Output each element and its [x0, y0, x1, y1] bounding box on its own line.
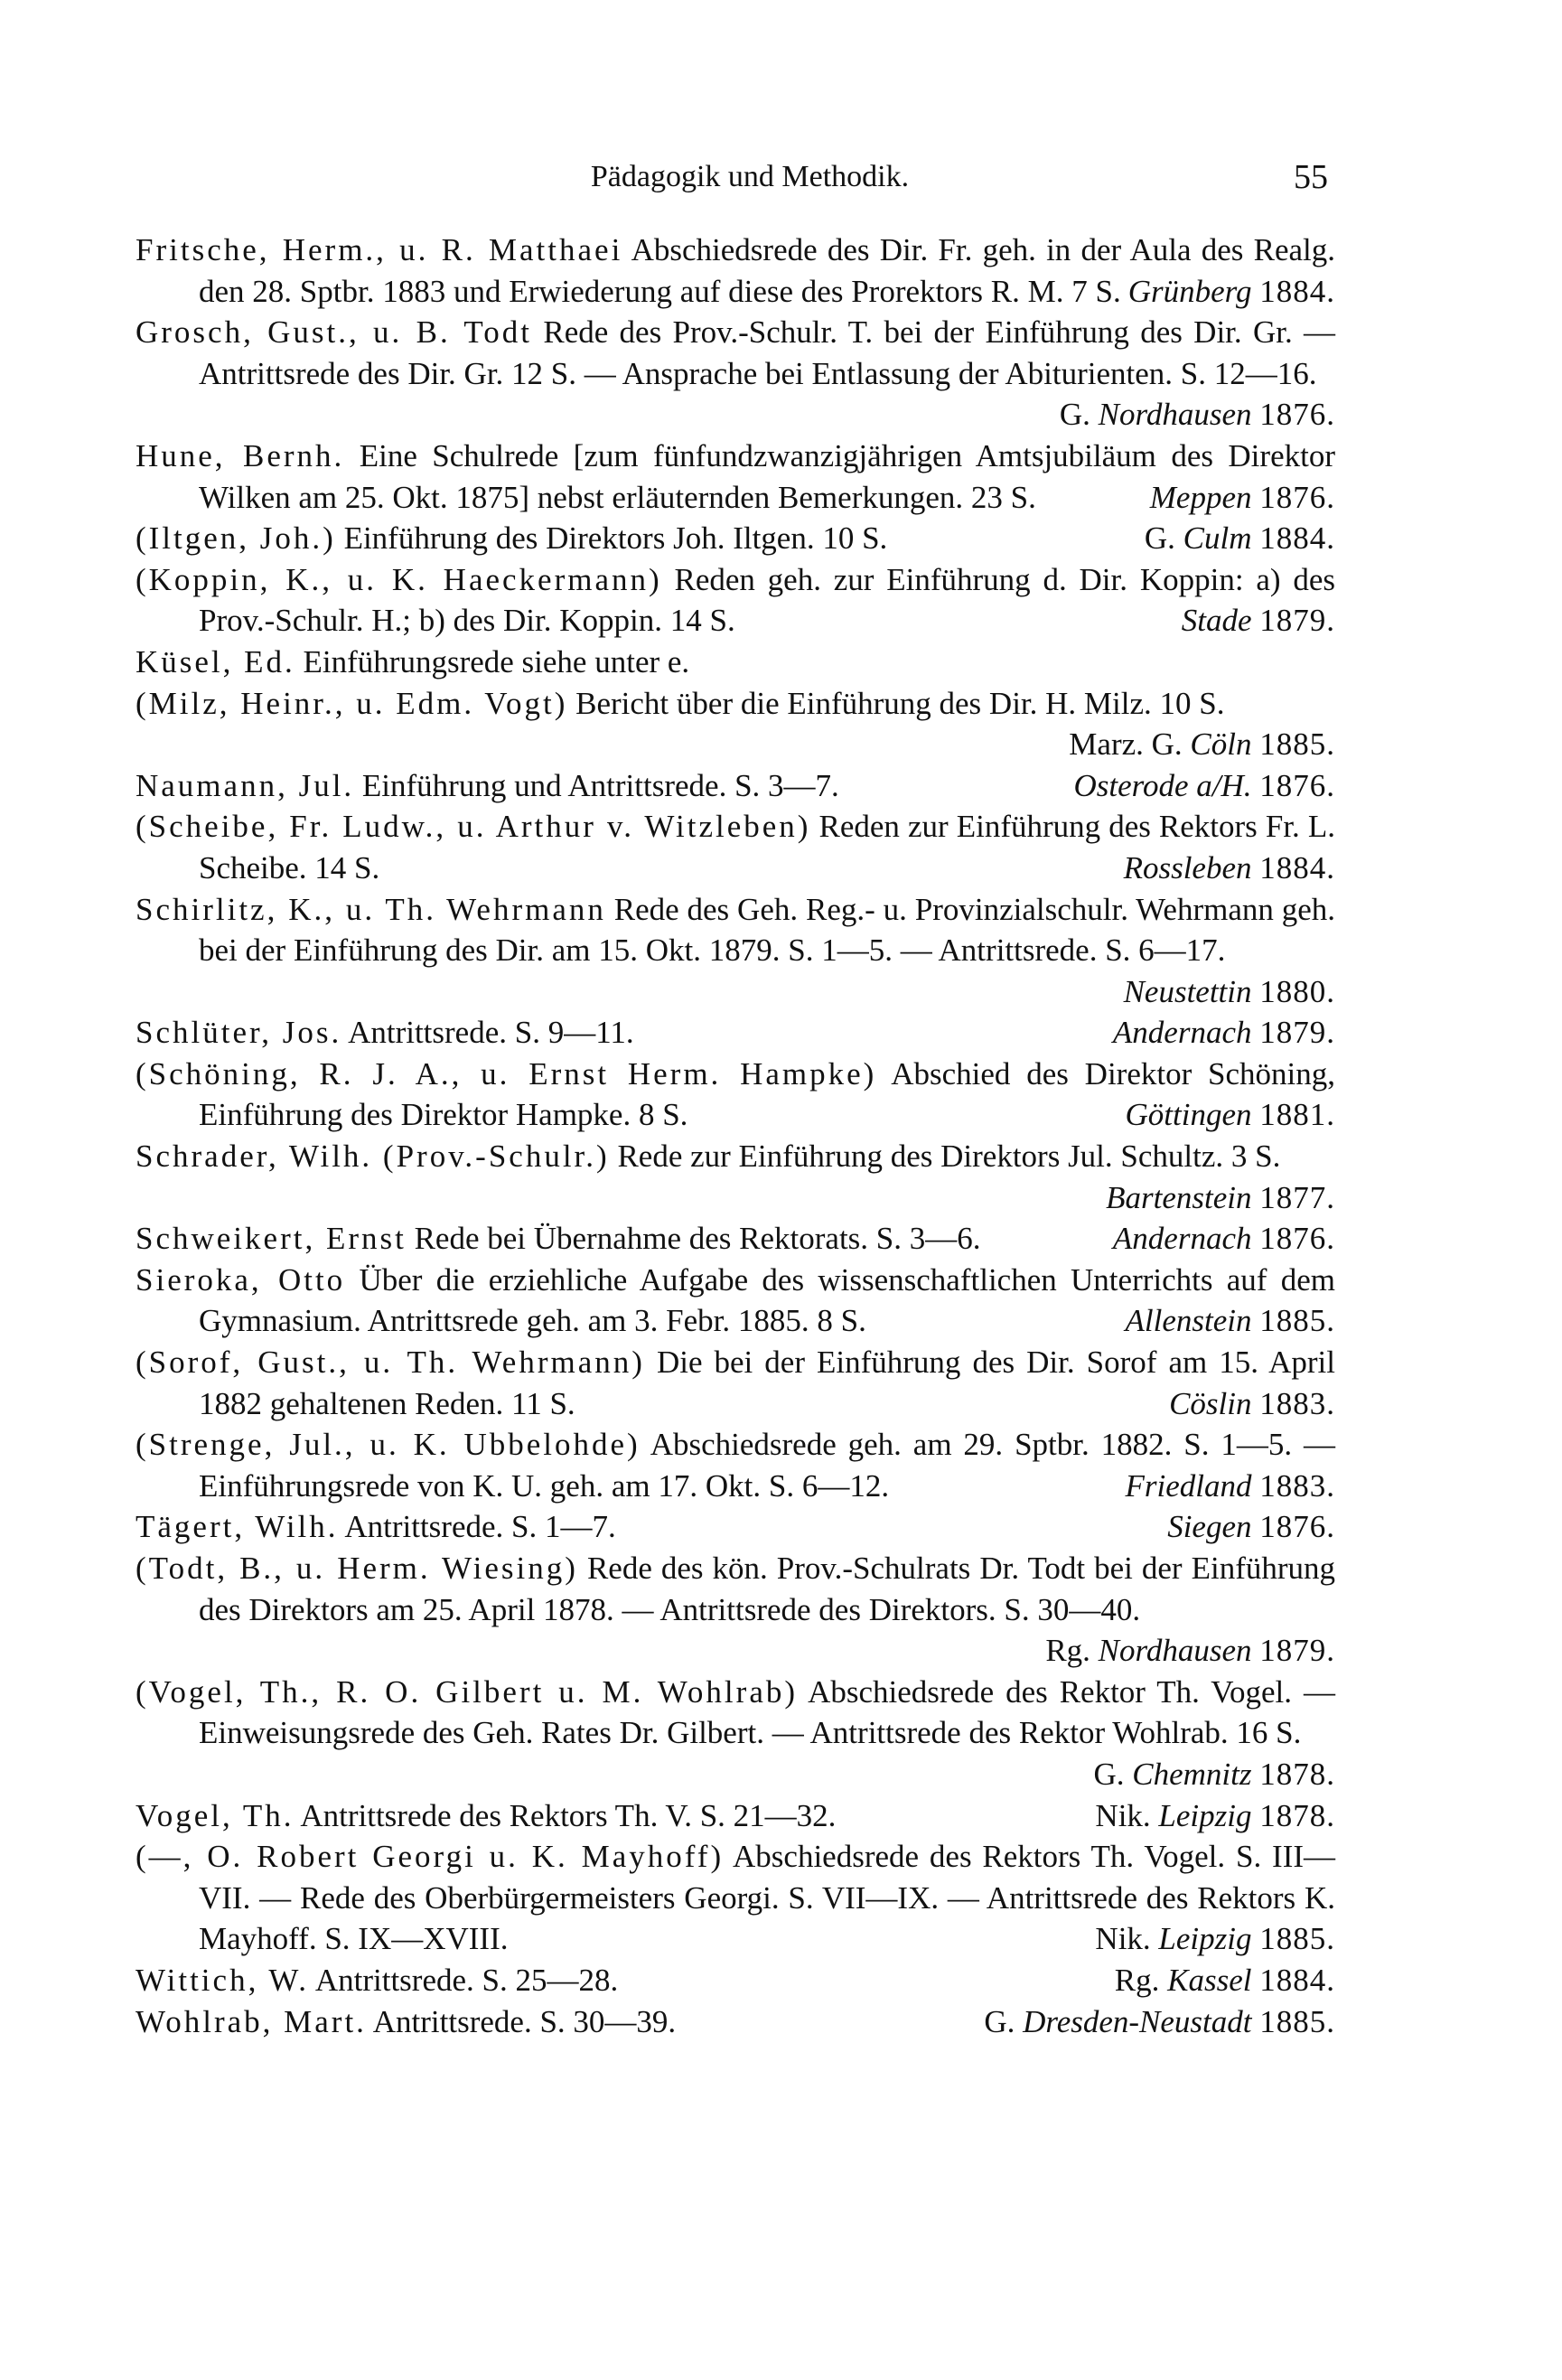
entry-text: Einführungsrede siehe unter e. [303, 643, 690, 679]
entry-text: Abschied des Direktor Schöning, Einführung des Direktor Hampke. 8 S. [199, 1055, 1336, 1133]
entry-place [1128, 271, 1335, 313]
bibliography-entry [136, 1548, 1335, 1672]
entry-place [1124, 848, 1335, 889]
entry-place [1145, 518, 1335, 559]
entry-city: Chemnitz [1132, 1756, 1252, 1792]
entry-city: Leipzig [1158, 1797, 1252, 1833]
bibliography-entry [136, 1795, 1335, 1837]
entry-place [1182, 600, 1335, 642]
entry-prefix: Rg. [1045, 1633, 1090, 1669]
entry-year: 1879. [1259, 1633, 1335, 1669]
entry-text: Antrittsrede. S. 30—39. [372, 2003, 677, 2039]
entry-prefix: G. [1144, 520, 1175, 557]
entry-author: Küsel, Ed. [136, 643, 295, 679]
bibliography-entry [136, 642, 1335, 683]
bibliography-entry [136, 683, 1335, 765]
bibliography-entry [136, 1960, 1335, 2001]
entry-year: 1878. [1259, 1797, 1335, 1833]
entry-author: Schweikert, Ernst [136, 1221, 407, 1257]
entry-year: 1885. [1259, 726, 1335, 763]
bibliography-entry [136, 1136, 1335, 1218]
bibliography-entry [136, 436, 1335, 518]
bibliography-entry [136, 1012, 1335, 1054]
entry-place [1169, 1383, 1335, 1425]
entry-author: (Strenge, Jul., u. K. Ubbelohde) [136, 1427, 641, 1463]
entry-place [984, 2001, 1335, 2043]
entry-text: Abschiedsrede des Dir. Fr. geh. in der Aula des Realg. den 28. Sptbr. 1883 und Erwiederung auf diese des Prorektors R. M. 7 S. [199, 232, 1335, 309]
bibliography-entry [136, 2001, 1335, 2043]
entry-place [1106, 1177, 1335, 1219]
entry-author: Wittich, W. [136, 1962, 310, 1998]
entry-city: Rossleben [1123, 849, 1252, 885]
bibliography-entry [136, 1672, 1335, 1795]
entry-year: 1884. [1259, 1962, 1335, 1998]
bibliography-entry [136, 1836, 1335, 1960]
bibliography-entry [136, 518, 1335, 559]
entry-year: 1883. [1259, 1467, 1335, 1504]
entry-text: Einführung und Antrittsrede. S. 3—7. [361, 767, 839, 803]
entry-year: 1885. [1259, 1303, 1335, 1339]
entry-text: Rede zur Einführung des Direktors Jul. Schultz. 3 S. [617, 1138, 1281, 1175]
entry-place [1126, 1094, 1335, 1136]
entry-prefix: G. [984, 2003, 1015, 2039]
entry-text: Rede bei Übernahme des Rektorats. S. 3—6. [414, 1221, 981, 1257]
entry-prefix: Nik. [1095, 1797, 1151, 1833]
entry-text: Die bei der Einführung des Dir. Sorof am 15. April 1882 gehaltenen Reden. 11 S. [199, 1345, 1335, 1421]
entry-author: (Iltgen, Joh.) [136, 520, 336, 557]
entry-year: 1876. [1259, 479, 1335, 515]
entry-text: Reden zur Einführung des Rektors Fr. L. Scheibe. 14 S. [199, 809, 1335, 885]
bibliography-entry [136, 1218, 1335, 1260]
entry-text: Eine Schulrede [zum fünfundzwanzigjährigen Amtsjubiläum des Direktor Wilken am 25. Okt. 1875] nebst erläuternden Bemerkungen. 23 S. [199, 437, 1335, 515]
entry-text: Abschiedsrede des Rektor Th. Vogel. — Einweisungsrede des Geh. Rates Dr. Gilbert. — Antrittsrede des Rektor Wohlrab. 16 S. [199, 1673, 1335, 1751]
entry-place [1126, 1300, 1335, 1342]
entry-author: Schlüter, Jos. [136, 1015, 342, 1051]
entry-place [1113, 1218, 1335, 1260]
entry-author: (Scheibe, Fr. Ludw., u. Arthur v. Witzleben) [136, 809, 811, 845]
entry-author: Tägert, Wilh. [136, 1509, 339, 1545]
entry-year: 1880. [1259, 973, 1335, 1009]
entry-prefix: Nik. [1095, 1921, 1151, 1957]
entry-city: Allenstein [1125, 1303, 1252, 1339]
entry-author: Hune, Bernh. [136, 437, 345, 473]
entry-place [1093, 1754, 1335, 1795]
entry-city: Nordhausen [1098, 397, 1252, 433]
entry-text: Bericht über die Einführung des Dir. H. Milz. 10 S. [575, 685, 1225, 721]
entry-place [1115, 1960, 1335, 2001]
entry-author: (Todt, B., u. Herm. Wiesing) [136, 1551, 578, 1586]
bibliography-entry [136, 1260, 1335, 1342]
entry-prefix: Rg. [1114, 1962, 1160, 1998]
entry-text: Reden geh. zur Einführung d. Dir. Koppin: a) des Prov.-Schulr. H.; b) des Dir. Koppin. 14 S. [199, 561, 1335, 639]
entry-year: 1877. [1259, 1179, 1335, 1215]
bibliography-entry [136, 765, 1335, 807]
entry-year: 1884. [1259, 273, 1335, 309]
entry-city: Göttingen [1125, 1097, 1252, 1133]
entry-text: Über die erziehliche Aufgabe des wissenschaftlichen Unterrichts auf dem Gymnasium. Antrittsrede geh. am 3. Febr. 1885. 8 S. [199, 1261, 1336, 1339]
entry-author: (Koppin, K., u. K. Haeckermann) [136, 561, 662, 597]
entry-city: Andernach [1112, 1015, 1252, 1051]
entry-city: Dresden-Neustadt [1023, 2003, 1252, 2039]
entry-text: Antrittsrede. S. 1—7. [344, 1509, 616, 1545]
entry-text: Rede des kön. Prov.-Schulrats Dr. Todt bei der Einführung des Direktors am 25. April 1878. — Antrittsrede des Direktors. S. 30—40. [199, 1551, 1336, 1627]
entry-place [1150, 477, 1335, 519]
entry-prefix: G. [1059, 397, 1090, 433]
running-title: Pädagogik und Methodik. [590, 160, 910, 193]
bibliography-entry [136, 230, 1335, 312]
entry-place [1095, 1918, 1335, 1960]
entry-text: Einführung des Direktors Joh. Iltgen. 10 S. [343, 520, 888, 557]
entry-place [1126, 1466, 1335, 1507]
entry-author: Naumann, Jul. [136, 767, 355, 803]
entry-city: Stade [1181, 603, 1252, 639]
entry-year: 1884. [1259, 849, 1335, 885]
entry-year: 1885. [1259, 1921, 1335, 1957]
entry-city: Kassel [1167, 1962, 1252, 1998]
entry-author: (Schöning, R. J. A., u. Ernst Herm. Hampke) [136, 1055, 877, 1092]
entry-text: Rede des Geh. Reg.- u. Provinzialschulr. Wehrmann geh. bei der Einführung des Dir. am 15. Okt. 1879. S. 1—5. — Antrittsrede. S. 6—17. [199, 891, 1336, 969]
entry-place [1095, 1795, 1335, 1837]
entry-text: Antrittsrede. S. 25—28. [314, 1962, 619, 1998]
entry-year: 1876. [1259, 397, 1335, 433]
entry-text: Antrittsrede. S. 9—11. [348, 1015, 634, 1051]
entry-text: Rede des Prov.-Schulr. T. bei der Einführung des Dir. Gr. — Antrittsrede des Dir. Gr. 12 S. — Ansprache bei Entlassung der Abiturienten. S. 12—16. [199, 314, 1335, 391]
entry-year: 1883. [1259, 1385, 1335, 1421]
entry-year: 1876. [1259, 767, 1335, 803]
entry-author: (—, O. Robert Georgi u. K. Mayhoff) [136, 1839, 725, 1875]
entry-city: Nordhausen [1098, 1633, 1252, 1669]
entry-city: Cöslin [1169, 1385, 1252, 1421]
entry-place [1073, 765, 1335, 807]
entry-author: Wohlrab, Mart. [136, 2003, 367, 2039]
bibliography-entry [136, 1506, 1335, 1548]
entry-author: Schirlitz, K., u. Th. Wehrmann [136, 891, 606, 927]
entry-year: 1876. [1259, 1221, 1335, 1257]
bibliography-entry [136, 1054, 1335, 1136]
entry-year: 1879. [1259, 1015, 1335, 1051]
entry-city: Meppen [1149, 479, 1252, 515]
entry-city: Friedland [1125, 1467, 1252, 1504]
entry-city: Grünberg [1127, 273, 1252, 309]
entry-author: Sieroka, Otto [136, 1261, 346, 1298]
entry-city: Culm [1183, 520, 1252, 557]
entry-author: Vogel, Th. [136, 1797, 295, 1833]
bibliography-entry [136, 889, 1335, 1013]
entry-text: Abschiedsrede des Rektors Th. Vogel. S. III—VII. — Rede des Oberbürgermeisters Georgi. S. VII—IX. — Antrittsrede des Rektors K. Mayhoff. S. IX—XVIII. [199, 1839, 1336, 1957]
entry-author: (Sorof, Gust., u. Th. Wehrmann) [136, 1345, 645, 1381]
entry-city: Andernach [1112, 1221, 1252, 1257]
entry-city: Leipzig [1158, 1921, 1252, 1957]
entry-place [1167, 1506, 1335, 1548]
entry-city: Neustettin [1123, 973, 1252, 1009]
entry-author: (Vogel, Th., R. O. Gilbert u. M. Wohlrab) [136, 1673, 799, 1710]
entry-year: 1884. [1259, 520, 1335, 557]
entry-place [1124, 971, 1335, 1013]
entry-text: Abschiedsrede geh. am 29. Sptbr. 1882. S. 1—5. — Einführungsrede von K. U. geh. am 17. Okt. S. 6—12. [199, 1427, 1335, 1504]
bibliography-entry [136, 1342, 1335, 1424]
page-header [136, 150, 1328, 204]
entry-year: 1878. [1259, 1756, 1335, 1792]
entry-author: Fritsche, Herm., u. R. Matthaei [136, 232, 623, 267]
bibliography-entry [136, 1424, 1335, 1506]
bibliography-entry [136, 806, 1335, 888]
entry-text: Antrittsrede des Rektors Th. V. S. 21—32. [300, 1797, 837, 1833]
entry-place [1113, 1012, 1335, 1054]
entry-place [1069, 724, 1335, 765]
entry-city: Bartenstein [1106, 1179, 1252, 1215]
entry-year: 1876. [1259, 1509, 1335, 1545]
entry-year: 1885. [1259, 2003, 1335, 2039]
entry-author: Grosch, Gust., u. B. Todt [136, 314, 533, 351]
entry-prefix: G. [1093, 1756, 1125, 1792]
entry-year: 1879. [1259, 603, 1335, 639]
entry-author: (Milz, Heinr., u. Edm. Vogt) [136, 685, 568, 721]
entry-city: Siegen [1167, 1509, 1252, 1545]
entry-prefix: Marz. G. [1069, 726, 1183, 763]
entry-place [1060, 394, 1335, 436]
bibliography-entry [136, 312, 1335, 436]
entry-author: Schrader, Wilh. (Prov.-Schulr.) [136, 1138, 610, 1175]
bibliography-list [136, 230, 1335, 2042]
entry-place [1045, 1630, 1335, 1672]
entry-city: Osterode a/H. [1073, 767, 1252, 803]
page-number: 55 [1294, 158, 1328, 196]
entry-city: Cöln [1190, 726, 1252, 763]
entry-year: 1881. [1259, 1097, 1335, 1133]
bibliography-entry [136, 559, 1335, 642]
